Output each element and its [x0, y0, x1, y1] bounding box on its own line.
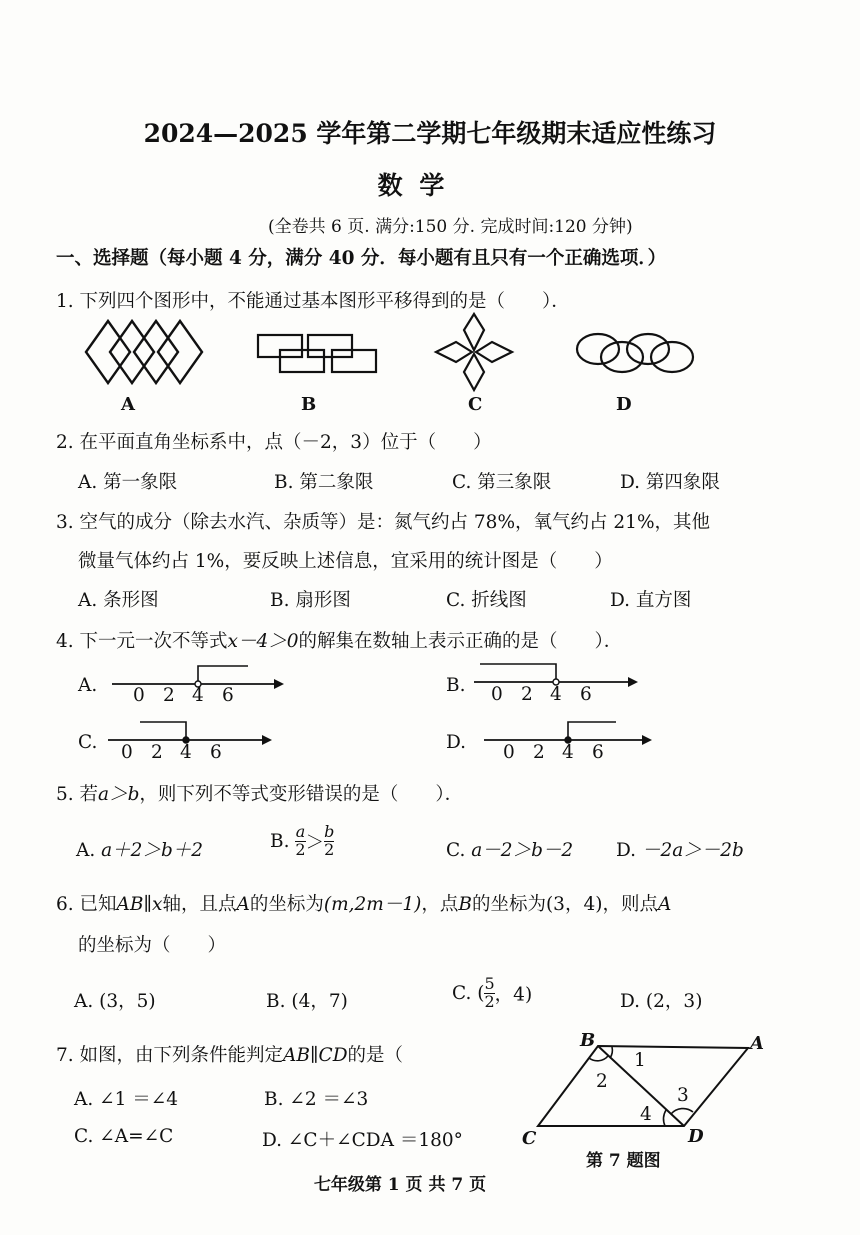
q1-stem: 1. 下列四个图形中，不能通过基本图形平移得到的是（ ）．	[56, 291, 570, 312]
q4-a-tick-6: 6	[222, 685, 234, 706]
q5-fraction-b-num: b	[324, 822, 335, 841]
q6-coord-a: (m,2m－1)	[323, 894, 422, 915]
q7-ab-parallel-cd: AB∥CD	[283, 1045, 348, 1066]
q4-inequality: x－4＞0	[227, 631, 299, 652]
q7-angle-1: 1	[634, 1050, 646, 1071]
q4-option-a-label: A.	[78, 675, 98, 696]
q6-option-b: B. (4，7)	[266, 991, 348, 1012]
q7-option-d: D. ∠C＋∠CDA ＝180°	[262, 1130, 463, 1151]
q5-fraction-a	[295, 824, 305, 859]
subject-title: 数 学	[377, 171, 449, 200]
q6-option-c-post: ，4)	[494, 984, 533, 1006]
q6-option-c	[452, 976, 532, 1011]
q5-option-b-label: B.	[270, 830, 290, 852]
q5-condition: a＞b	[98, 784, 140, 805]
q6-option-d: D. (2，3)	[620, 991, 703, 1012]
q7-angle-4: 4	[640, 1104, 652, 1125]
q7-figure-caption: 第 7 题图	[586, 1151, 661, 1171]
q3-option-a: A. 条形图	[78, 590, 159, 611]
q4-d-tick-0: 0	[503, 742, 515, 763]
q4-a-tick-4: 4	[192, 685, 204, 706]
q2-option-b: B. 第二象限	[274, 472, 374, 493]
q7-stem-pre: 7. 如图，由下列条件能判定	[56, 1045, 284, 1066]
q6-point-b: B	[458, 894, 472, 915]
exam-info: (全卷共 6 页. 满分:150 分. 完成时间:120 分钟)	[268, 217, 633, 237]
q4-d-tick-2: 2	[533, 742, 545, 763]
q6-option-a: A. (3，5)	[74, 991, 156, 1012]
q7-stem	[56, 1041, 403, 1067]
q2-option-d: D. 第四象限	[620, 472, 720, 493]
q1-figure-d	[574, 330, 698, 374]
q7-parallelogram-figure	[520, 1030, 770, 1150]
q5-option-a	[76, 836, 203, 862]
q1-figure-b	[256, 330, 380, 380]
q6-option-c-den: 2	[484, 991, 495, 1011]
q7-vertex-a: A	[750, 1033, 764, 1054]
q5-stem	[56, 780, 463, 806]
q6-option-c-num: 5	[484, 974, 495, 993]
q1-label-c: C	[468, 394, 483, 415]
q4-option-b-label: B.	[446, 675, 466, 696]
q7-option-b: B. ∠2 ＝∠3	[264, 1089, 369, 1110]
q5-option-d-expr: －2a＞－2b	[641, 840, 744, 861]
q7-vertex-c: C	[522, 1128, 537, 1149]
q4-a-tick-2: 2	[163, 685, 175, 706]
q5-option-a-label: A.	[76, 840, 96, 861]
q4-option-c-label: C.	[78, 732, 98, 753]
q5-option-c-expr: a－2＞b－2	[471, 840, 574, 861]
q4-c-tick-6: 6	[210, 742, 222, 763]
q5-fraction-a-den: 2	[295, 839, 306, 859]
q5-fraction-a-num: a	[295, 822, 306, 841]
q1-label-d: D	[616, 394, 632, 415]
q4-b-tick-4: 4	[550, 684, 562, 705]
q6-option-c-fraction	[484, 976, 494, 1011]
q5-stem-pre: 5. 若	[56, 784, 99, 805]
q1-figure-c	[432, 310, 518, 396]
q3-line1: 3. 空气的成分（除去水汽、杂质等）是：氮气约占 78%，氧气约占 21%，其他	[56, 512, 711, 533]
q4-b-tick-2: 2	[521, 684, 533, 705]
q7-option-a: A. ∠1 ＝∠4	[74, 1089, 179, 1110]
q4-stem-post: 的解集在数轴上表示正确的是（ ）．	[298, 631, 623, 652]
q5-fraction-rel: ＞	[305, 832, 325, 854]
q5-option-d	[616, 836, 744, 862]
q7-option-c: C. ∠A=∠C	[74, 1126, 174, 1147]
q2-stem: 2. 在平面直角坐标系中，点（－2，3）位于（ ）	[56, 432, 492, 453]
q5-option-c-label: C.	[446, 840, 466, 861]
q7-vertex-d: D	[688, 1126, 704, 1147]
q7-angle-2: 2	[596, 1071, 608, 1092]
q6-text-1: 6. 已知	[56, 894, 117, 915]
q5-fraction-b	[324, 824, 334, 859]
q4-d-tick-4: 4	[562, 742, 574, 763]
q6-option-c-pre: C. (	[452, 982, 485, 1004]
q1-figure-a-extra	[84, 318, 214, 398]
q6-line1	[56, 890, 671, 916]
q6-text-3: 的坐标为	[249, 894, 324, 915]
q7-stem-post: 的是（	[347, 1045, 404, 1066]
section-heading: 一、选择题（每小题 4 分，满分 40 分．每小题有且只有一个正确选项．）	[56, 248, 667, 269]
q5-stem-post: ，则下列不等式变形错误的是（ ）．	[139, 784, 464, 805]
q4-d-tick-6: 6	[592, 742, 604, 763]
q6-point-a: A	[236, 894, 250, 915]
q6-point-a-2: A	[657, 894, 672, 915]
q3-line2: 微量气体约占 1%，要反映上述信息，宜采用的统计图是（ ）	[78, 551, 613, 572]
q3-option-c: C. 折线图	[446, 590, 527, 611]
q5-option-a-expr: a＋2＞b＋2	[101, 840, 204, 861]
q4-b-tick-6: 6	[580, 684, 592, 705]
q4-c-tick-2: 2	[151, 742, 163, 763]
page-footer: 七年级第 1 页 共 7 页	[313, 1175, 487, 1195]
q6-text-2: 轴，且点	[162, 894, 237, 915]
q6-text-5: 的坐标为(3，4)，则点	[471, 894, 658, 915]
q7-vertex-b: B	[580, 1030, 596, 1051]
q4-a-tick-0: 0	[133, 685, 145, 706]
q6-text-4: ，点	[421, 894, 459, 915]
q4-stem-pre: 4. 下一元一次不等式	[56, 631, 228, 652]
q5-option-d-label: D.	[616, 840, 637, 861]
q4-option-d-label: D.	[446, 732, 467, 753]
q6-line2: 的坐标为（ ）	[78, 935, 227, 956]
q3-option-d: D. 直方图	[610, 590, 692, 611]
q4-b-tick-0: 0	[491, 684, 503, 705]
q2-option-c: C. 第三象限	[452, 472, 552, 493]
q1-label-a: A	[121, 394, 135, 415]
q1-label-b: B	[301, 394, 317, 415]
q6-ab-parallel-x: AB∥x	[116, 894, 163, 915]
q5-fraction-b-den: 2	[324, 839, 335, 859]
q7-angle-3: 3	[677, 1085, 689, 1106]
q5-option-c	[446, 836, 573, 862]
q4-stem	[56, 627, 622, 653]
q4-c-tick-0: 0	[121, 742, 133, 763]
q4-c-tick-4: 4	[180, 742, 192, 763]
q3-option-b: B. 扇形图	[270, 590, 351, 611]
q2-option-a: A. 第一象限	[78, 472, 178, 493]
exam-title: 2024—2025 学年第二学期七年级期末适应性练习	[143, 119, 717, 148]
q5-option-b	[270, 824, 334, 859]
